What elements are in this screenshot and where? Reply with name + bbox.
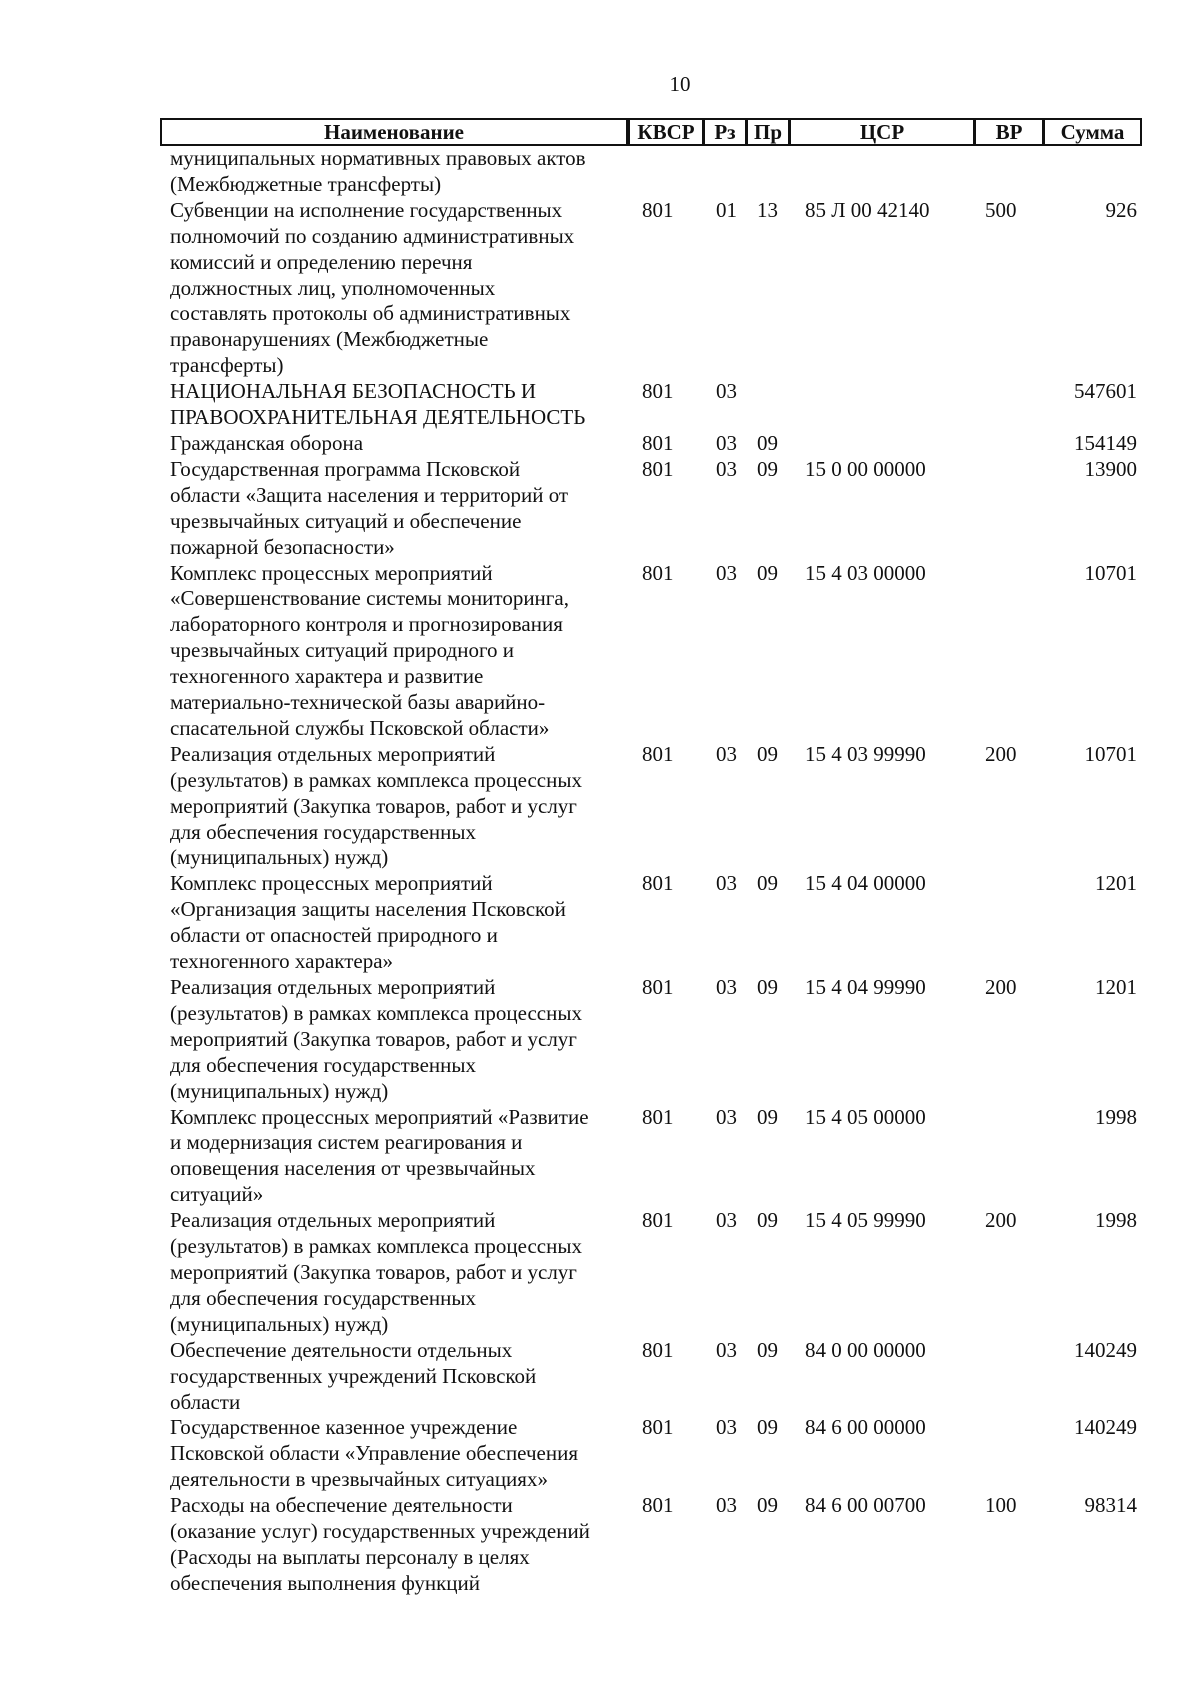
cell-sum: 140249 — [1074, 1415, 1137, 1440]
cell-kvsr: 801 — [642, 741, 674, 766]
table-row — [170, 742, 1140, 872]
page-number: 10 — [669, 72, 691, 96]
cell-csr: 84 0 00 00000 — [805, 1337, 926, 1362]
cell-csr: 15 4 04 00000 — [805, 871, 926, 896]
cell-csr: 84 6 00 00000 — [805, 1415, 926, 1440]
cell-kvsr: 801 — [642, 430, 674, 455]
table-row — [170, 1415, 1140, 1493]
header-rz: Рз — [703, 118, 747, 146]
table-row — [170, 146, 1140, 198]
cell-sum: 13900 — [1084, 456, 1137, 481]
cell-rz: 03 — [716, 456, 737, 481]
cell-rz: 03 — [716, 1104, 737, 1129]
table-header — [160, 118, 1140, 144]
cell-pr: 09 — [757, 430, 778, 455]
cell-vr: 200 — [985, 975, 1017, 999]
cell-csr: 15 4 05 99990 — [805, 1208, 926, 1233]
cell-rz: 03 — [716, 560, 737, 585]
cell-name: Комплекс процессных мероприятий «Организация защиты населения Псковской области от опасностей природного и техногенного характера» — [170, 871, 566, 974]
cell-vr: 100 — [985, 1493, 1017, 1518]
header-sum: Сумма — [1043, 118, 1142, 146]
cell-sum: 1201 — [1095, 975, 1137, 999]
cell-name: Комплекс процессных мероприятий «Развитие и модернизация систем реагирования и оповещения населения от чрезвычайных ситуаций» — [170, 1104, 589, 1207]
cell-kvsr: 801 — [642, 197, 674, 222]
cell-kvsr: 801 — [642, 1208, 674, 1233]
cell-kvsr: 801 — [642, 1415, 674, 1440]
cell-pr: 09 — [757, 1208, 778, 1233]
cell-sum: 547601 — [1074, 379, 1137, 404]
cell-pr: 09 — [757, 975, 778, 999]
cell-csr: 15 0 00 00000 — [805, 456, 926, 481]
cell-kvsr: 801 — [642, 1337, 674, 1362]
cell-name: НАЦИОНАЛЬНАЯ БЕЗОПАСНОСТЬ И ПРАВООХРАНИТЕЛЬНАЯ ДЕЯТЕЛЬНОСТЬ — [170, 379, 586, 430]
table-row — [170, 431, 1140, 457]
header-kvsr: КВСР — [628, 118, 704, 146]
cell-name: муниципальных нормативных правовых актов (Межбюджетные трансферты) — [170, 146, 586, 196]
cell-pr: 09 — [757, 1493, 778, 1518]
cell-pr: 09 — [757, 741, 778, 766]
table-row — [170, 561, 1140, 742]
table-row — [170, 1493, 1140, 1597]
cell-name: Государственное казенное учреждение Псковской области «Управление обеспечения деятельности в чрезвычайных ситуациях» — [170, 1415, 579, 1492]
table-row — [170, 1105, 1140, 1209]
cell-sum: 10701 — [1084, 560, 1137, 585]
cell-csr: 15 4 05 00000 — [805, 1104, 926, 1129]
cell-csr: 15 4 04 99990 — [805, 975, 926, 999]
cell-kvsr: 801 — [642, 379, 674, 404]
cell-rz: 03 — [716, 1208, 737, 1233]
cell-rz: 03 — [716, 741, 737, 766]
cell-kvsr: 801 — [642, 560, 674, 585]
cell-csr: 85 Л 00 42140 — [805, 197, 930, 222]
cell-pr: 09 — [757, 1104, 778, 1129]
cell-name: Реализация отдельных мероприятий (результатов) в рамках комплекса процессных мероприятий (Закупка товаров, работ и услуг для обеспечения государственных (муниципальных) нужд) — [170, 741, 582, 870]
cell-pr: 09 — [757, 1415, 778, 1440]
cell-kvsr: 801 — [642, 871, 674, 896]
cell-name: Обеспечение деятельности отдельных государственных учреждений Псковской области — [170, 1337, 537, 1414]
cell-name: Расходы на обеспечение деятельности (оказание услуг) государственных учреждений (Расходы на выплаты персоналу в целях обеспечения выполнения функций — [170, 1493, 590, 1595]
cell-kvsr: 801 — [642, 975, 674, 999]
cell-csr: 84 6 00 00700 — [805, 1493, 926, 1518]
cell-sum: 10701 — [1084, 741, 1137, 766]
header-pr: Пр — [746, 118, 790, 146]
cell-csr: 15 4 03 00000 — [805, 560, 926, 585]
cell-name: Реализация отдельных мероприятий (результатов) в рамках комплекса процессных мероприятий (Закупка товаров, работ и услуг для обеспечения государственных (муниципальных) нужд) — [170, 975, 582, 1103]
cell-pr: 09 — [757, 871, 778, 896]
cell-kvsr: 801 — [642, 456, 674, 481]
cell-vr: 200 — [985, 1208, 1017, 1233]
header-name: Наименование — [160, 118, 628, 146]
table-row — [170, 457, 1140, 561]
cell-kvsr: 801 — [642, 1104, 674, 1129]
header-vr: ВР — [974, 118, 1044, 146]
table-row — [170, 1208, 1140, 1338]
cell-rz: 03 — [716, 1493, 737, 1518]
cell-kvsr: 801 — [642, 1493, 674, 1518]
table-body — [170, 146, 1140, 1597]
table-row — [170, 871, 1140, 975]
cell-sum: 98314 — [1084, 1493, 1137, 1518]
cell-pr: 13 — [757, 197, 778, 222]
table-row — [170, 379, 1140, 431]
cell-vr: 500 — [985, 197, 1017, 222]
cell-rz: 03 — [716, 1415, 737, 1440]
cell-rz: 03 — [716, 430, 737, 455]
cell-pr: 09 — [757, 1337, 778, 1362]
table-row — [170, 975, 1140, 1105]
table-row — [170, 1338, 1140, 1416]
header-csr: ЦСР — [789, 118, 975, 146]
cell-sum: 926 — [1105, 197, 1137, 222]
cell-csr: 15 4 03 99990 — [805, 741, 926, 766]
cell-rz: 03 — [716, 379, 737, 404]
cell-sum: 1998 — [1095, 1208, 1137, 1233]
cell-sum: 1998 — [1095, 1104, 1137, 1129]
cell-sum: 140249 — [1074, 1337, 1137, 1362]
cell-name: Гражданская оборона — [170, 430, 364, 455]
cell-rz: 01 — [716, 197, 737, 222]
cell-name: Реализация отдельных мероприятий (результатов) в рамках комплекса процессных мероприятий (Закупка товаров, работ и услуг для обеспечения государственных (муниципальных) нужд) — [170, 1208, 582, 1336]
cell-pr: 09 — [757, 560, 778, 585]
cell-rz: 03 — [716, 1337, 737, 1362]
cell-name: Субвенции на исполнение государственных полномочий по созданию административных комиссий и определению перечня должностных лиц, уполномоченных составлять протоколы об административных правонарушениях (Межбюджетные трансферты) — [170, 197, 575, 378]
cell-pr: 09 — [757, 456, 778, 481]
cell-rz: 03 — [716, 975, 737, 999]
cell-vr: 200 — [985, 741, 1017, 766]
cell-name: Комплекс процессных мероприятий «Совершенствование системы мониторинга, лабораторного контроля и прогнозирования чрезвычайных ситуаций природного и техногенного характера и развитие материально-технической базы аварийно- спасательной службы Псковской области» — [170, 560, 569, 740]
cell-sum: 1201 — [1095, 871, 1137, 896]
cell-rz: 03 — [716, 871, 737, 896]
cell-name: Государственная программа Псковской области «Защита населения и территорий от чрезвычайных ситуаций и обеспечение пожарной безопасности» — [170, 456, 569, 559]
cell-sum: 154149 — [1074, 430, 1137, 455]
table-row — [170, 198, 1140, 379]
